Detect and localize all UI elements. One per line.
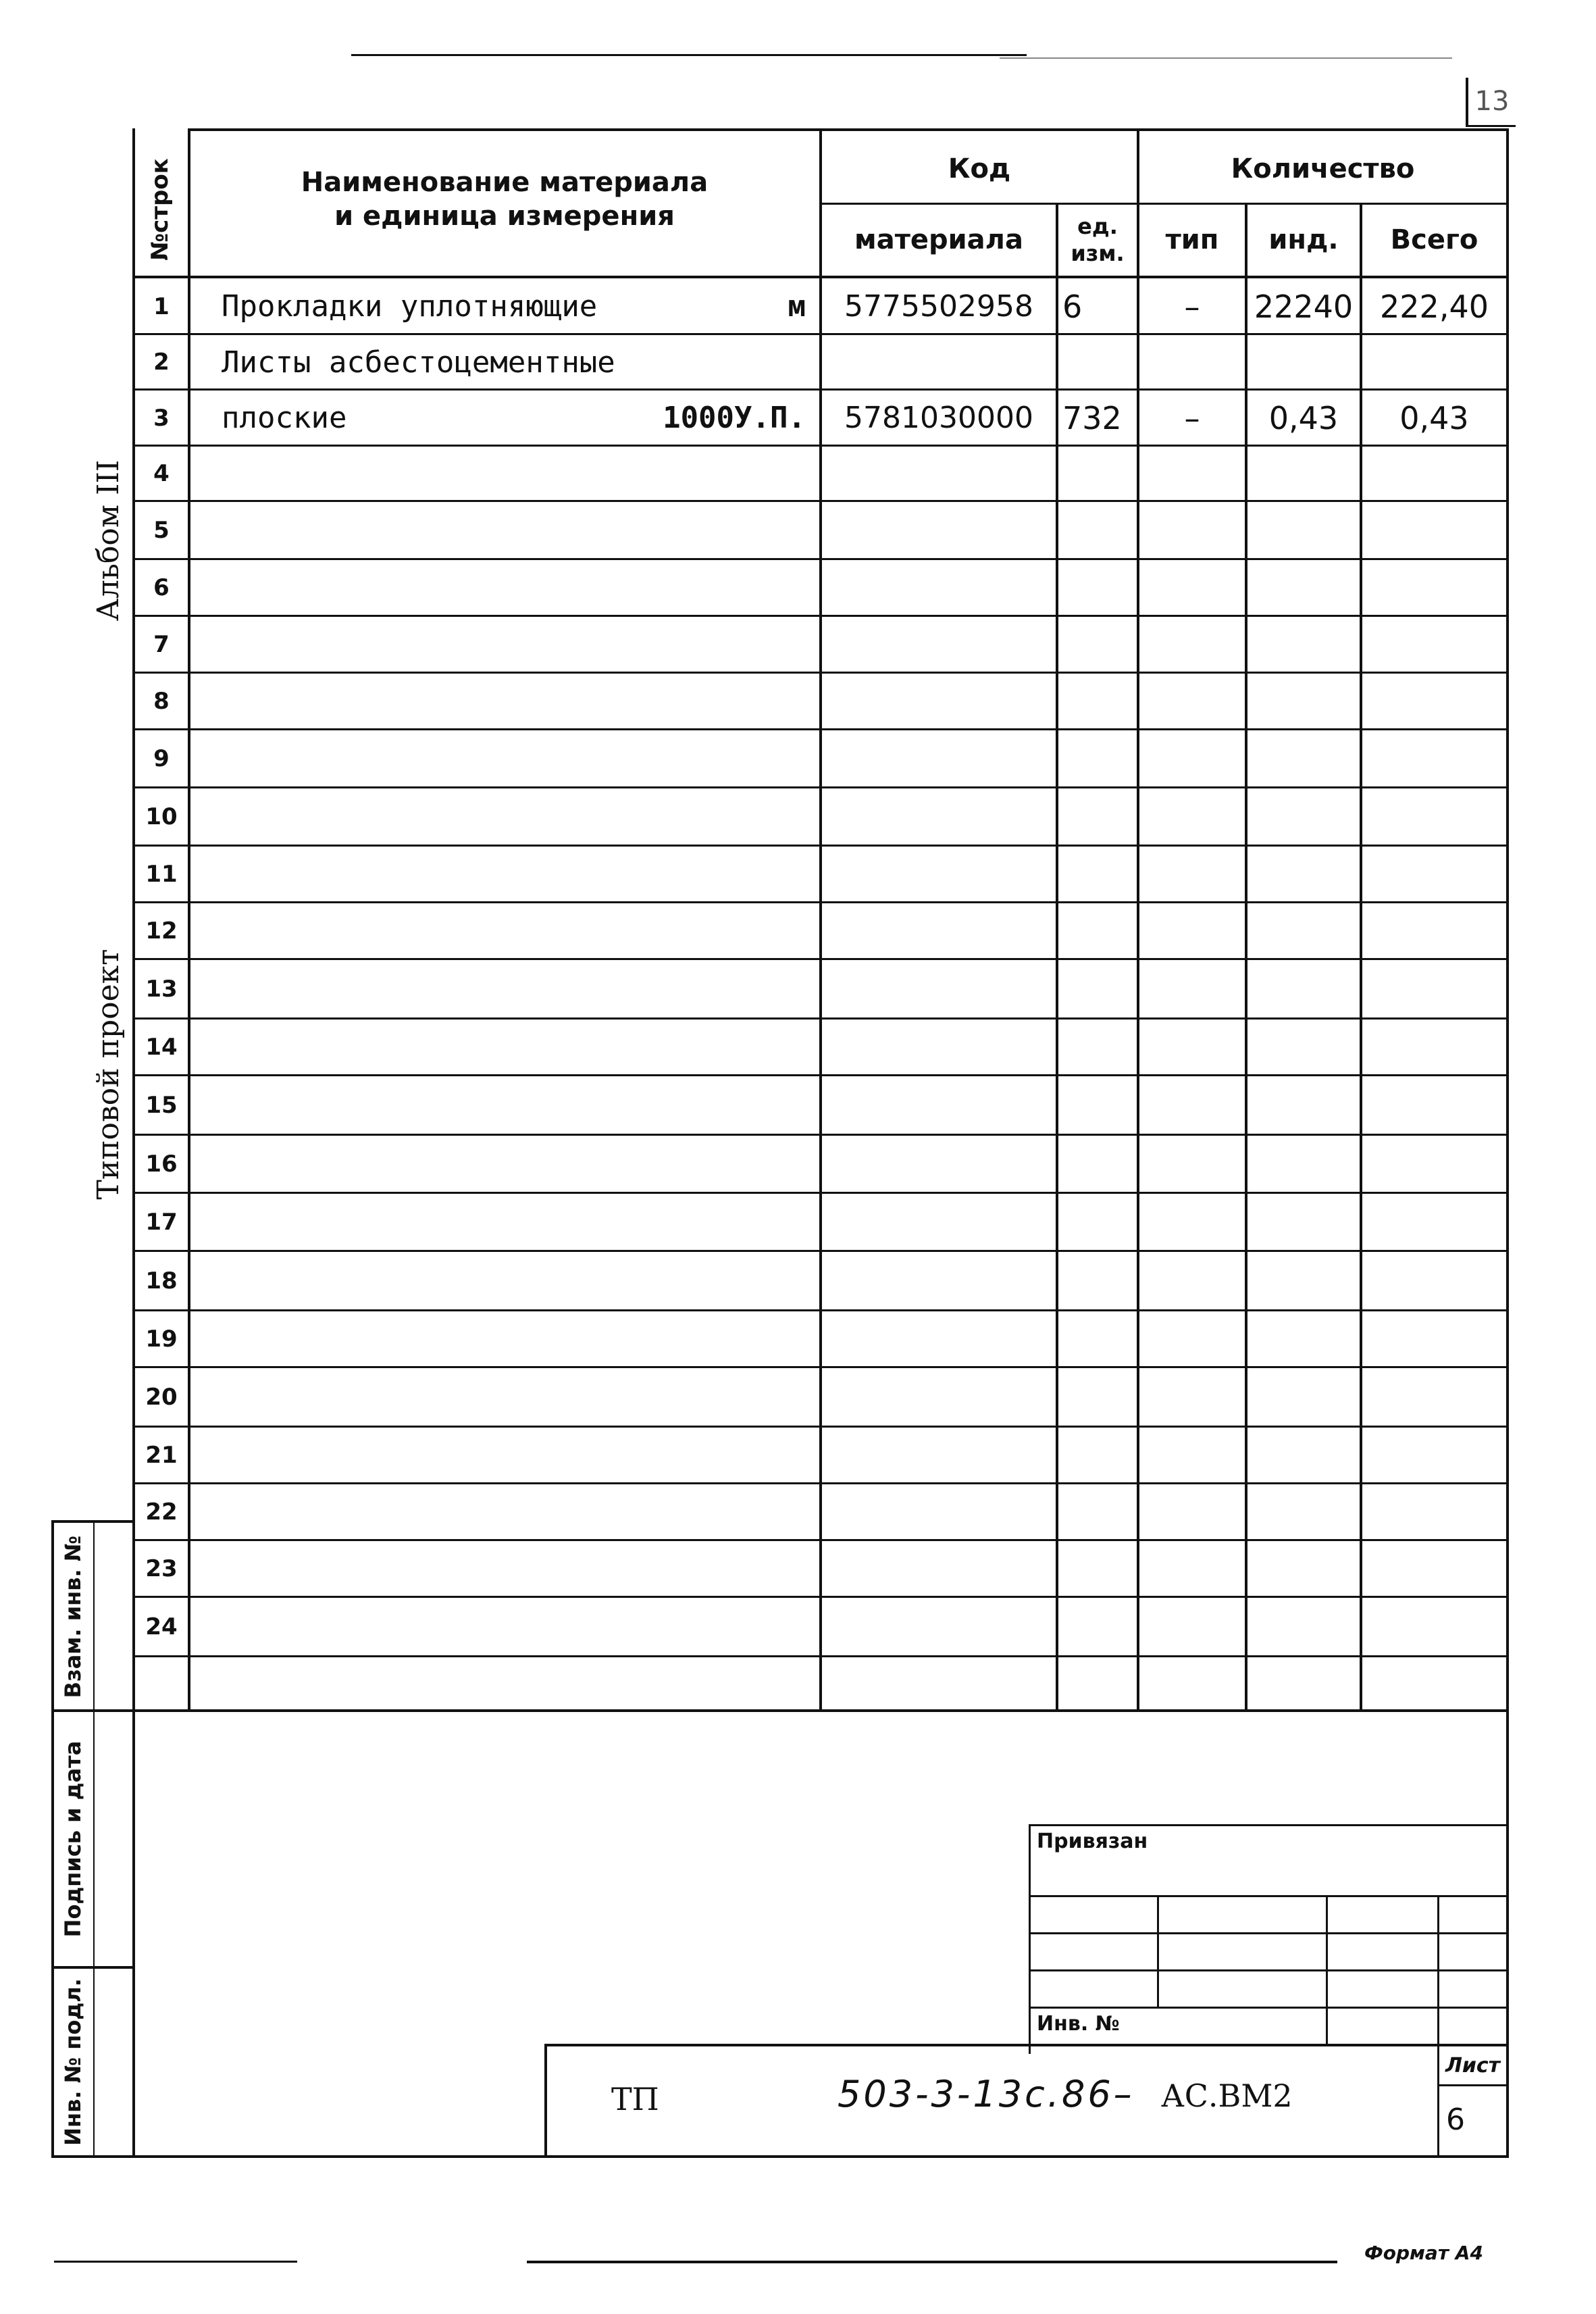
- row-number: 17: [145, 1209, 178, 1236]
- row-number: 6: [153, 574, 170, 601]
- qty-ind: 22240: [1254, 288, 1354, 325]
- header-code-unit: ед. изм.: [1071, 213, 1125, 266]
- table-row: [132, 959, 1506, 1019]
- qty-total: 0,43: [1399, 399, 1469, 436]
- side-box-left: [51, 1520, 54, 2155]
- row-number: 11: [145, 861, 178, 888]
- row-number: 18: [145, 1267, 178, 1294]
- material-unit-text: 1000У.П.: [663, 401, 806, 435]
- table-row: [132, 446, 1506, 501]
- side-label-project-text: Типовой проект: [91, 949, 126, 1200]
- row-number: 10: [145, 803, 178, 830]
- qty-type: –: [1184, 288, 1200, 325]
- table-row: [132, 1251, 1506, 1311]
- material-unit-text: м: [788, 289, 806, 324]
- side-label-album: [88, 453, 128, 628]
- row-number: 19: [145, 1326, 178, 1353]
- row-number: 5: [153, 517, 170, 544]
- side-label-album-text: Альбом III: [91, 459, 126, 622]
- material-name: [195, 390, 815, 446]
- title-sheet-number: 6: [1446, 2103, 1465, 2137]
- bottom-dash-left: [54, 2261, 297, 2263]
- row-number: 22: [145, 1499, 178, 1526]
- row-number: 1: [153, 293, 170, 320]
- table-row: [132, 1019, 1506, 1076]
- table-row: [132, 559, 1506, 616]
- material-name: [195, 278, 815, 334]
- header-qty-type: тип: [1165, 224, 1219, 255]
- frame-right: [1506, 128, 1509, 2155]
- table-row: [132, 501, 1506, 559]
- row-number: 12: [145, 917, 178, 945]
- table-row: [132, 1427, 1506, 1484]
- side-label-vzam: [59, 1522, 86, 1711]
- title-doc-code: [838, 2073, 1293, 2115]
- row-number: 13: [145, 976, 178, 1003]
- bottom-dash-mid: [527, 2261, 1337, 2263]
- top-dash-line: [351, 54, 1027, 56]
- stamp-v-2: [1326, 1895, 1328, 2044]
- row-number: 16: [145, 1151, 178, 1178]
- title-doc-code-main: 503-3-13с.86–: [838, 2073, 1135, 2115]
- material-name-text: Листы асбестоцементные: [222, 345, 615, 380]
- format-label: Формат А4: [1364, 2242, 1483, 2264]
- table-row: [132, 1076, 1506, 1135]
- unit-code: 732: [1062, 399, 1122, 436]
- stamp-privyazan-label: Привязан: [1037, 1830, 1148, 1853]
- lower-section-top: [132, 1709, 1509, 1712]
- side-box-inner: [93, 1520, 95, 2155]
- table-row: [132, 1597, 1506, 1657]
- header-mid-line: [821, 203, 1509, 205]
- corner-mark-text: 13: [1474, 86, 1510, 117]
- header-qty-group: Количество: [1231, 153, 1415, 184]
- row-number: 2: [153, 349, 170, 376]
- header-qty-total: Всего: [1390, 224, 1478, 255]
- row-number: 9: [153, 745, 170, 772]
- header-name-line1: Наименование материала: [301, 167, 709, 198]
- table-row: [132, 1540, 1506, 1597]
- qty-type: –: [1184, 399, 1200, 436]
- side-label-inv-podl-text: Инв. № подл.: [60, 1978, 86, 2146]
- top-dash-line-2: [1000, 57, 1452, 59]
- side-label-podpis-text: Подпись и дата: [60, 1740, 86, 1938]
- qty-ind: [1252, 334, 1356, 390]
- stamp-privyazan-top: [1030, 1824, 1509, 1826]
- row-number: 15: [145, 1092, 178, 1119]
- row-number: 23: [145, 1555, 178, 1582]
- table-row: [132, 616, 1506, 673]
- title-tp: ТП: [611, 2081, 659, 2117]
- table-row: [132, 903, 1506, 959]
- qty-type: [1143, 334, 1241, 390]
- side-label-podpis: [59, 1717, 86, 1961]
- row-number: 21: [145, 1442, 178, 1469]
- stamp-inv-no-label: Инв. №: [1037, 2012, 1120, 2036]
- row-number: 7: [153, 631, 170, 658]
- qty-ind: 0,43: [1268, 399, 1339, 436]
- material-code: 5775502958: [844, 289, 1033, 324]
- qty-total: [1366, 334, 1502, 390]
- material-name-text: плоские: [222, 401, 347, 435]
- header-code-group: Код: [948, 153, 1011, 184]
- material-code: [826, 334, 1052, 390]
- table-row: [132, 788, 1506, 846]
- header-qty-ind: инд.: [1268, 224, 1339, 255]
- stamp-privyazan-left: [1029, 1824, 1031, 2054]
- table-row: [132, 1311, 1506, 1367]
- table-row: [132, 730, 1506, 788]
- title-doc-code-suffix: АС.ВМ2: [1160, 2078, 1293, 2114]
- title-sheet-sep: [1437, 2084, 1509, 2086]
- material-name-text: Прокладки уплотняющие: [222, 289, 598, 324]
- table-row: [132, 846, 1506, 903]
- material-code: 5781030000: [844, 401, 1033, 435]
- row-number: 4: [153, 460, 170, 487]
- qty-total: 222,40: [1380, 288, 1489, 325]
- frame-bottom: [132, 2155, 1509, 2158]
- unit-code: 6: [1062, 288, 1083, 325]
- material-name: [195, 334, 815, 390]
- header-code-material: материала: [854, 224, 1023, 255]
- row-number: 14: [145, 1034, 178, 1061]
- title-block-left: [544, 2044, 547, 2155]
- header-name: [190, 155, 819, 243]
- row-number: 3: [153, 404, 170, 432]
- table-row: [132, 673, 1506, 730]
- table-row: [132, 1135, 1506, 1193]
- table-row: [132, 1193, 1506, 1251]
- stamp-v-1: [1157, 1895, 1159, 2007]
- unit-code: [1062, 334, 1133, 390]
- title-sheet-label: Лист: [1445, 2054, 1501, 2078]
- row-number: 20: [145, 1384, 178, 1411]
- table-row: [132, 1484, 1506, 1540]
- side-label-project: [88, 939, 128, 1209]
- table-row: [132, 1367, 1506, 1427]
- row-number: 24: [145, 1613, 178, 1640]
- header-row-no-text: №строк: [146, 158, 174, 261]
- title-block-top: [544, 2044, 1509, 2046]
- frame-top: [189, 128, 1509, 131]
- side-label-vzam-text: Взам. инв. №: [60, 1535, 86, 1699]
- header-row-no: [140, 142, 180, 277]
- side-label-inv-podl: [59, 1967, 86, 2157]
- row-number: 8: [153, 688, 170, 715]
- header-name-line2: и единица измерения: [334, 201, 675, 232]
- corner-page-mark: [1466, 78, 1516, 127]
